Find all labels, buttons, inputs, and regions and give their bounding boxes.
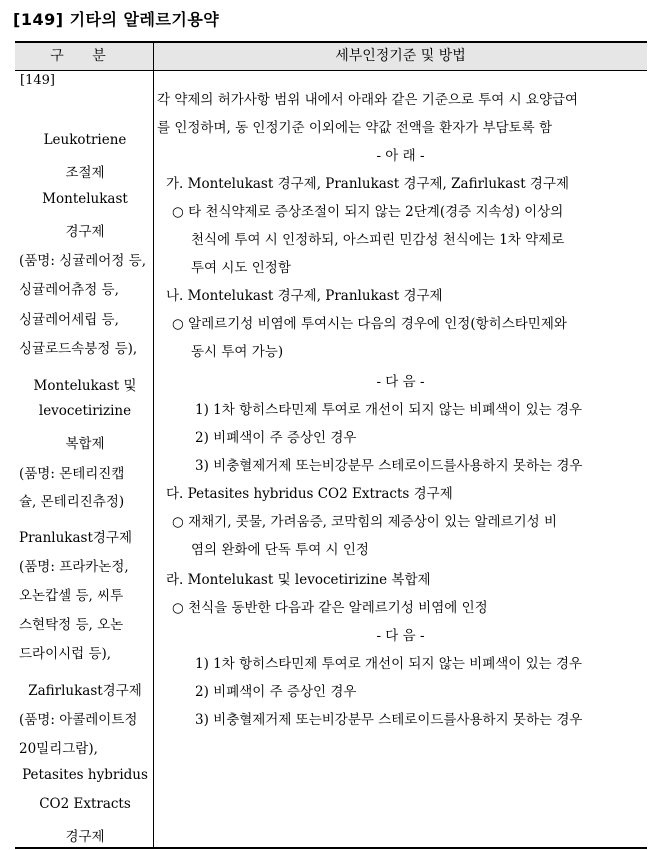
drug-line: 드라이시럽 등), [19,646,112,662]
drug-line: 경구제 [65,224,105,240]
section-marker: - 다 음 - [376,628,425,644]
drug-line: Montelukast 및 [33,378,137,394]
drug-line: Zafirlukast경구제 [28,683,142,699]
criteria-line: 천식에 투여 시 인정하되, 아스피린 민감성 천식에는 1차 약제로 [191,232,565,248]
criteria-line: ○ 재채기, 콧물, 가려움증, 코막힘의 제증상이 있는 알레르기성 비 [172,514,558,530]
criteria-line: 를 인정하며, 동 인정기준 이외에는 약값 전액을 환자가 부담토록 함 [157,120,553,136]
drug-line: 싱귤로드속붕정 등), [19,341,138,357]
drug-line: (품명: 아콜레이트정 [19,712,138,728]
category-code: [149] [20,73,55,88]
drug-line: 오논캅셀 등, 씨투 [19,588,124,604]
criteria-line: ○ 타 천식약제로 증상조절이 되지 않는 2단계(경증 지속성) 이상의 [172,204,564,220]
criteria-line: 3) 비충혈제거제 또는비강분무 스테로이드를사용하지 못하는 경우 [195,458,583,474]
criteria-line: 염의 완화에 단독 투여 시 인정 [191,542,369,558]
criteria-line: ○ 알레르기성 비염에 투여시는 다음의 경우에 인정(항히스타민제와 [172,316,567,332]
header-criteria: 세부인정기준 및 방법 [335,48,466,64]
drug-line: 경구제 [65,829,105,845]
table-header [15,43,647,71]
drug-line: levocetirizine [38,403,132,419]
criteria-line: 2) 비폐색이 주 증상인 경우 [195,684,357,700]
drug-line: Leukotriene [43,132,127,148]
criteria-line: 2) 비폐색이 주 증상인 경우 [195,430,357,446]
drug-line: (품명: 프라카논정, [19,559,129,575]
drug-line: 복합제 [65,436,105,452]
criteria-line: 나. Montelukast 경구제, Pranlukast 경구제 [166,288,443,304]
criteria-line: 동시 투여 가능) [191,344,284,360]
section-marker: - 아 래 - [376,148,425,164]
drug-line: (품명: 싱귤레어정 등, [19,253,147,269]
drug-line: 조절제 [65,165,105,181]
drug-line: 슐, 몬테리진츄정) [19,494,125,510]
page-title: [149] 기타의 알레르기용약 [13,10,220,29]
drug-line: 싱귤레어츄정 등, [19,282,119,298]
drug-line: Petasites hybridus [22,767,148,783]
criteria-line: 라. Montelukast 및 levocetirizine 복합제 [166,572,431,588]
drug-line: 스현탁정 등, 오논 [19,617,124,633]
criteria-line: 3) 비충혈제거제 또는비강분무 스테로이드를사용하지 못하는 경우 [195,712,583,728]
drug-line: Montelukast [42,191,128,207]
section-marker: - 다 음 - [376,374,425,390]
drug-line: Pranlukast경구제 [19,530,132,546]
criteria-line: 1) 1차 항히스타민제 투여로 개선이 되지 않는 비폐색이 있는 경우 [195,402,583,418]
drug-line: 싱귤레어세립 등, [19,312,119,328]
criteria-line: 다. Petasites hybridus CO2 Extracts 경구제 [166,486,453,502]
criteria-line: 1) 1차 항히스타민제 투여로 개선이 되지 않는 비폐색이 있는 경우 [195,656,583,672]
criteria-line: 가. Montelukast 경구제, Pranlukast 경구제, Zafirlukast 경구제 [166,176,570,192]
criteria-line: ○ 천식을 동반한 다음과 같은 알레르기성 비염에 인정 [172,600,488,616]
criteria-line: 투여 시도 인정함 [191,260,291,276]
criteria-line: 각 약제의 허가사항 범위 내에서 아래와 같은 기준으로 투여 시 요양급여 [157,92,579,108]
drug-line: (품명: 몬테리진캡 [19,466,125,482]
drug-line: CO2 Extracts [39,796,131,812]
criteria-table [15,41,647,849]
drug-line: 20밀리그람), [19,741,98,757]
header-category: 구 분 [50,48,118,64]
